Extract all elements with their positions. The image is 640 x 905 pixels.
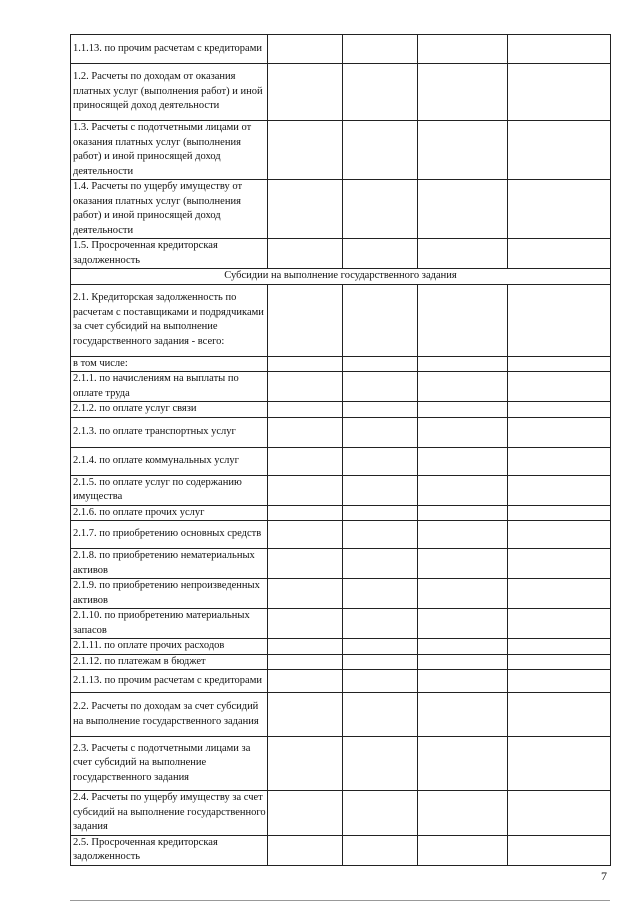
table-row <box>71 579 611 609</box>
value-cell <box>508 791 611 836</box>
table-row <box>71 447 611 475</box>
value-cell <box>418 791 508 836</box>
row-label: 2.1.10. по приобретению материальных запасов <box>71 609 268 639</box>
table-row <box>71 475 611 505</box>
row-label: 2.1. Кредиторская задолженность по расчетам с поставщиками и подрядчиками за счет субсидий на выполнение государственного задания - всего: <box>71 284 268 356</box>
value-cell <box>418 505 508 521</box>
row-label: 1.2. Расчеты по доходам от оказания платных услуг (выполнения работ) и иной приносящей доход деятельности <box>71 64 268 121</box>
value-cell <box>508 639 611 655</box>
row-label: 2.1.6. по оплате прочих услуг <box>71 505 268 521</box>
value-cell <box>343 35 418 64</box>
row-label: 2.5. Просроченная кредиторская задолженность <box>71 835 268 865</box>
value-cell <box>418 35 508 64</box>
value-cell <box>343 239 418 269</box>
table-row <box>71 239 611 269</box>
value-cell <box>418 737 508 791</box>
table-row <box>71 737 611 791</box>
value-cell <box>343 521 418 549</box>
value-cell <box>508 579 611 609</box>
section-header: Субсидии на выполнение государственного задания <box>71 269 611 285</box>
value-cell <box>508 505 611 521</box>
value-cell <box>268 402 343 418</box>
value-cell <box>508 180 611 239</box>
table-row <box>71 64 611 121</box>
row-label: 2.1.1. по начислениям на выплаты по оплате труда <box>71 372 268 402</box>
table-row <box>71 505 611 521</box>
table-row <box>71 654 611 670</box>
table-row <box>71 372 611 402</box>
value-cell <box>268 372 343 402</box>
row-label: 2.1.7. по приобретению основных средств <box>71 521 268 549</box>
value-cell <box>508 521 611 549</box>
value-cell <box>268 284 343 356</box>
value-cell <box>508 121 611 180</box>
value-cell <box>508 737 611 791</box>
value-cell <box>418 284 508 356</box>
value-cell <box>343 417 418 447</box>
value-cell <box>343 284 418 356</box>
table-row <box>71 417 611 447</box>
value-cell <box>418 549 508 579</box>
value-cell <box>508 402 611 418</box>
value-cell <box>268 180 343 239</box>
value-cell <box>418 670 508 693</box>
row-label: 2.2. Расчеты по доходам за счет субсидий на выполнение государственного задания <box>71 693 268 737</box>
value-cell <box>418 180 508 239</box>
row-label: в том числе: <box>71 356 268 372</box>
table-row <box>71 356 611 372</box>
table-row <box>71 180 611 239</box>
value-cell <box>343 737 418 791</box>
value-cell <box>418 693 508 737</box>
table-row <box>71 609 611 639</box>
value-cell <box>268 64 343 121</box>
value-cell <box>343 372 418 402</box>
row-label: 2.4. Расчеты по ущербу имуществу за счет субсидий на выполнение государственного задания <box>71 791 268 836</box>
table-row <box>71 639 611 655</box>
value-cell <box>508 549 611 579</box>
table-row <box>71 521 611 549</box>
value-cell <box>418 121 508 180</box>
row-label: 2.1.12. по платежам в бюджет <box>71 654 268 670</box>
value-cell <box>268 609 343 639</box>
row-label: 2.1.11. по оплате прочих расходов <box>71 639 268 655</box>
value-cell <box>418 402 508 418</box>
value-cell <box>268 791 343 836</box>
value-cell <box>418 521 508 549</box>
row-label: 2.3. Расчеты с подотчетными лицами за счет субсидий на выполнение государственного задания <box>71 737 268 791</box>
value-cell <box>268 505 343 521</box>
value-cell <box>508 239 611 269</box>
table-row <box>71 35 611 64</box>
table-body <box>71 35 611 866</box>
value-cell <box>508 693 611 737</box>
value-cell <box>418 835 508 865</box>
value-cell <box>343 64 418 121</box>
row-label: 2.1.4. по оплате коммунальных услуг <box>71 447 268 475</box>
value-cell <box>418 654 508 670</box>
table-row <box>71 549 611 579</box>
value-cell <box>343 121 418 180</box>
row-label: 1.1.13. по прочим расчетам с кредиторами <box>71 35 268 64</box>
row-label: 2.1.8. по приобретению нематериальных активов <box>71 549 268 579</box>
value-cell <box>343 654 418 670</box>
value-cell <box>418 417 508 447</box>
value-cell <box>508 417 611 447</box>
value-cell <box>508 670 611 693</box>
table-row <box>71 835 611 865</box>
value-cell <box>508 447 611 475</box>
value-cell <box>508 835 611 865</box>
value-cell <box>343 835 418 865</box>
table-row <box>71 284 611 356</box>
value-cell <box>343 505 418 521</box>
value-cell <box>418 475 508 505</box>
value-cell <box>343 356 418 372</box>
value-cell <box>268 239 343 269</box>
value-cell <box>343 180 418 239</box>
table-row <box>71 402 611 418</box>
row-label: 2.1.2. по оплате услуг связи <box>71 402 268 418</box>
value-cell <box>418 239 508 269</box>
table-row <box>71 121 611 180</box>
row-label: 2.1.5. по оплате услуг по содержанию имущества <box>71 475 268 505</box>
value-cell <box>418 356 508 372</box>
row-label: 1.5. Просроченная кредиторская задолженность <box>71 239 268 269</box>
value-cell <box>268 835 343 865</box>
value-cell <box>343 609 418 639</box>
value-cell <box>343 579 418 609</box>
value-cell <box>508 35 611 64</box>
row-label: 2.1.9. по приобретению непроизведенных активов <box>71 579 268 609</box>
value-cell <box>343 475 418 505</box>
page-number: 7 <box>601 869 607 883</box>
value-cell <box>343 791 418 836</box>
value-cell <box>418 579 508 609</box>
value-cell <box>268 121 343 180</box>
table-row <box>71 670 611 693</box>
value-cell <box>343 549 418 579</box>
value-cell <box>508 475 611 505</box>
value-cell <box>343 402 418 418</box>
value-cell <box>268 654 343 670</box>
value-cell <box>268 639 343 655</box>
value-cell <box>508 356 611 372</box>
value-cell <box>508 654 611 670</box>
value-cell <box>268 737 343 791</box>
value-cell <box>268 521 343 549</box>
value-cell <box>268 475 343 505</box>
value-cell <box>418 447 508 475</box>
value-cell <box>343 639 418 655</box>
value-cell <box>508 64 611 121</box>
value-cell <box>418 64 508 121</box>
value-cell <box>343 670 418 693</box>
value-cell <box>343 447 418 475</box>
value-cell <box>268 35 343 64</box>
value-cell <box>418 372 508 402</box>
value-cell <box>268 670 343 693</box>
section-row <box>71 269 611 285</box>
value-cell <box>418 639 508 655</box>
value-cell <box>268 417 343 447</box>
value-cell <box>268 447 343 475</box>
value-cell <box>268 579 343 609</box>
value-cell <box>268 693 343 737</box>
value-cell <box>418 609 508 639</box>
creditor-debt-table <box>70 34 611 866</box>
row-label: 2.1.13. по прочим расчетам с кредиторами <box>71 670 268 693</box>
table-row <box>71 693 611 737</box>
scan-edge-line <box>70 900 610 901</box>
value-cell <box>508 372 611 402</box>
value-cell <box>268 549 343 579</box>
row-label: 1.4. Расчеты по ущербу имуществу от оказания платных услуг (выполнения работ) и иной приносящей доход деятельности <box>71 180 268 239</box>
value-cell <box>268 356 343 372</box>
value-cell <box>343 693 418 737</box>
value-cell <box>508 284 611 356</box>
row-label: 1.3. Расчеты с подотчетными лицами от оказания платных услуг (выполнения работ) и иной приносящей доход деятельности <box>71 121 268 180</box>
value-cell <box>508 609 611 639</box>
row-label: 2.1.3. по оплате транспортных услуг <box>71 417 268 447</box>
table-row <box>71 791 611 836</box>
